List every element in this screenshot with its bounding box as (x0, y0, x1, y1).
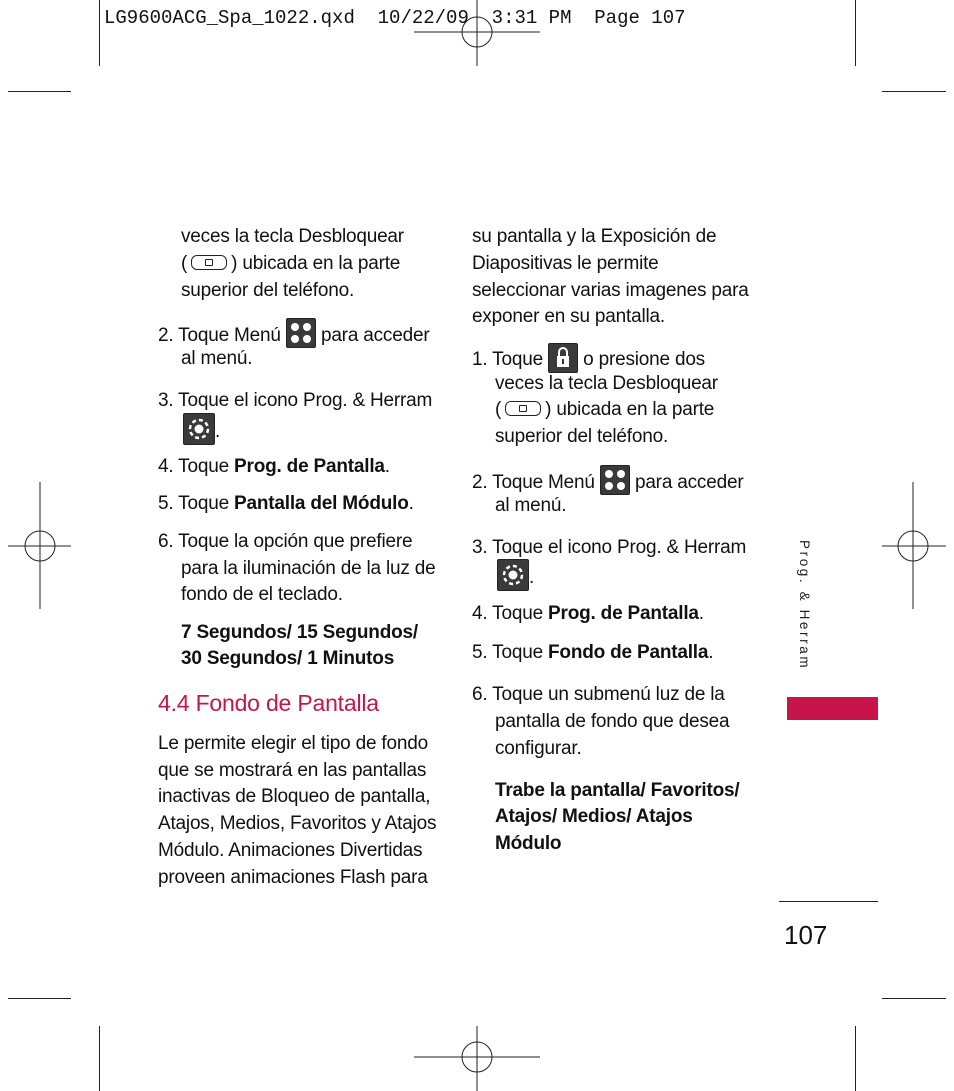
paragraph-line: inactivas de Bloqueo de pantalla, (158, 786, 431, 807)
side-tab-marker (787, 697, 878, 720)
text-line: . (497, 559, 534, 591)
step-6: 6. Toque la opción que prefiere (158, 531, 413, 552)
paragraph-line: Módulo. Animaciones Divertidas (158, 840, 423, 861)
text-line: al menú. (495, 495, 567, 516)
option-list: 30 Segundos/ 1 Minutos (181, 648, 395, 669)
lock-icon (548, 343, 578, 373)
step-4: 4. Toque Prog. de Pantalla. (158, 456, 390, 477)
step-2: 2. Toque Menú para acceder (158, 318, 429, 349)
text-line: . (183, 413, 220, 445)
option-list: Atajos/ Medios/ Atajos (495, 806, 693, 827)
step-5: 5. Toque Pantalla del Módulo. (158, 493, 414, 514)
step-1: 1. Toque o presione dos (472, 343, 705, 373)
text-line: veces la tecla Desbloquear (495, 373, 718, 394)
step-3: 3. Toque el icono Prog. & Herram (158, 390, 433, 411)
text-line: ( ) ubicada en la parte (181, 253, 401, 274)
print-header: LG9600ACG_Spa_1022.qxd 10/22/09 3:31 PM Page 107 (104, 7, 686, 29)
side-tab-label: Prog. & Herram (797, 540, 812, 671)
text-line: para la iluminación de la luz de (181, 558, 436, 579)
text-line: veces la tecla Desbloquear (181, 226, 404, 247)
paragraph-line: su pantalla y la Exposición de (472, 226, 717, 247)
section-heading: 4.4 Fondo de Pantalla (158, 690, 379, 716)
option-list: 7 Segundos/ 15 Segundos/ (181, 622, 418, 643)
text-line: superior del teléfono. (181, 280, 355, 301)
step-4: 4. Toque Prog. de Pantalla. (472, 603, 704, 624)
unlock-key-icon (505, 401, 541, 416)
step-6: 6. Toque un submenú luz de la (472, 684, 725, 705)
paragraph-line: Le permite elegir el tipo de fondo (158, 733, 428, 754)
menu-icon (286, 318, 316, 348)
option-list: Trabe la pantalla/ Favoritos/ (495, 780, 740, 801)
text-line: pantalla de fondo que desea (495, 711, 730, 732)
settings-gear-icon (497, 559, 529, 591)
text-line: ( ) ubicada en la parte (495, 399, 715, 420)
unlock-key-icon (191, 255, 227, 270)
text-line: al menú. (181, 348, 253, 369)
paragraph-line: exponer en su pantalla. (472, 306, 665, 327)
page-number: 107 (784, 920, 828, 950)
menu-icon (600, 465, 630, 495)
paragraph-line: proveen animaciones Flash para (158, 867, 428, 888)
paragraph-line: que se mostrará en las pantallas (158, 760, 427, 781)
step-2: 2. Toque Menú para acceder (472, 465, 743, 496)
text-line: fondo de el teclado. (181, 584, 343, 605)
text-line: configurar. (495, 738, 582, 759)
paragraph-line: Diapositivas le permite (472, 253, 659, 274)
paragraph-line: seleccionar varias imagenes para (472, 280, 749, 301)
step-3: 3. Toque el icono Prog. & Herram (472, 537, 747, 558)
option-list: Módulo (495, 833, 562, 854)
step-5: 5. Toque Fondo de Pantalla. (472, 642, 714, 663)
page-number-rule (779, 901, 878, 902)
text-line: superior del teléfono. (495, 426, 669, 447)
paragraph-line: Atajos, Medios, Favoritos y Atajos (158, 813, 437, 834)
settings-gear-icon (183, 413, 215, 445)
